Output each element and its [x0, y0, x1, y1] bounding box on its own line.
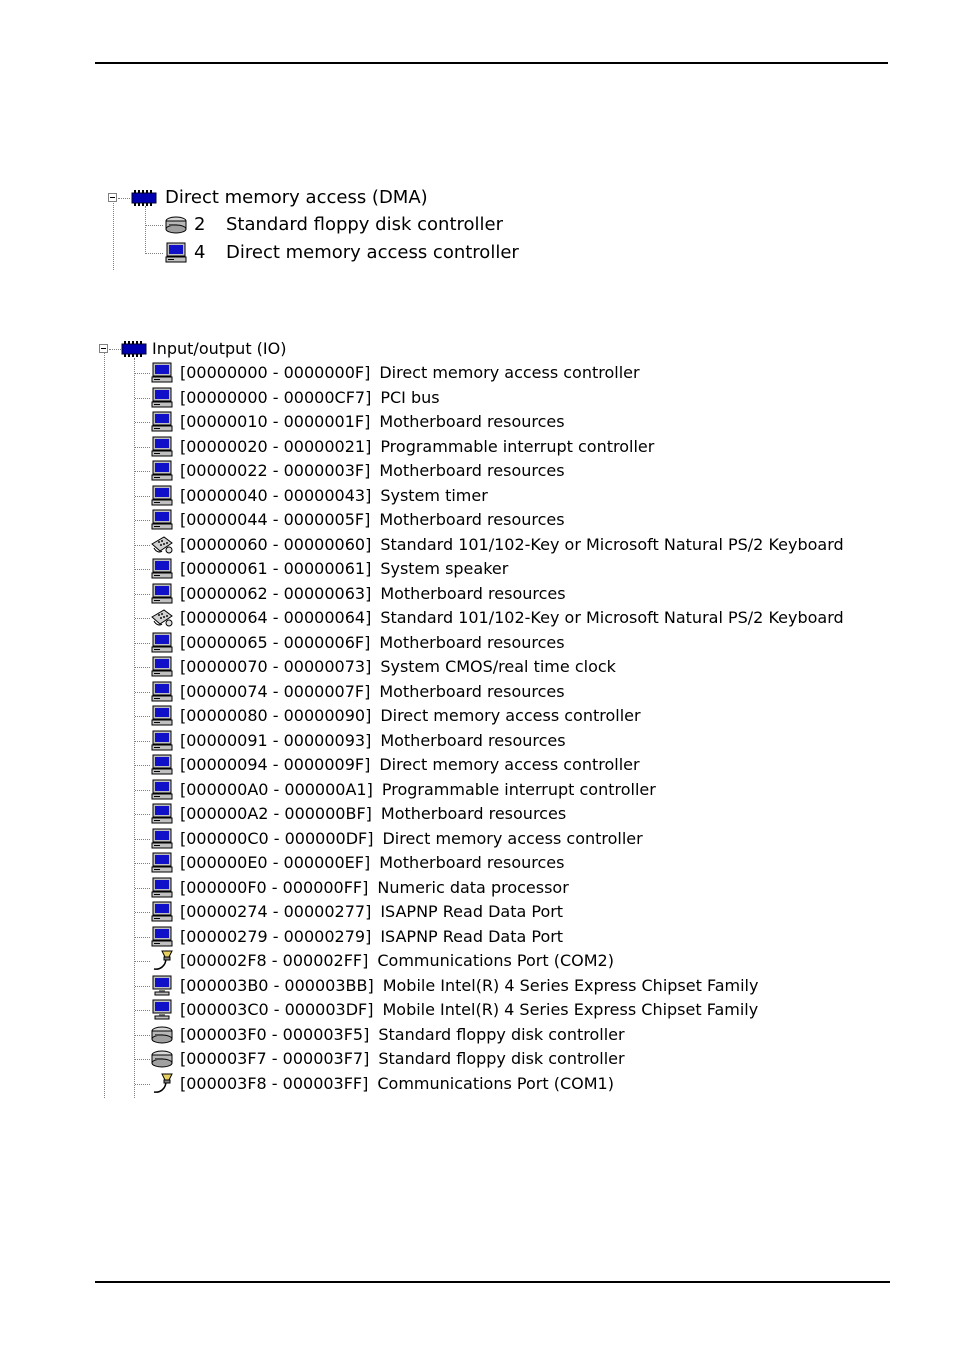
tree-branch-line: [135, 692, 150, 693]
computer-icon: [150, 852, 174, 874]
tree-branch-line: [135, 422, 150, 423]
computer-icon: [150, 705, 174, 727]
tree-item[interactable]: [150, 1072, 614, 1096]
device-name: ISAPNP Read Data Port: [380, 927, 564, 946]
device-name: Programmable interrupt controller: [381, 780, 656, 799]
io-range: [00000274 - 00000277]: [180, 902, 372, 921]
tree-item[interactable]: [150, 508, 565, 532]
tree-item[interactable]: [150, 557, 508, 581]
computer-icon: [150, 779, 174, 801]
device-name: Programmable interrupt controller: [380, 437, 655, 456]
io-range: [000000C0 - 000000DF]: [180, 829, 374, 848]
device-name: Standard 101/102-Key or Microsoft Natural PS/2 Keyboard: [380, 608, 844, 627]
device-name: Direct memory access controller: [226, 242, 519, 263]
computer-icon: [150, 803, 174, 825]
device-name: Motherboard resources: [379, 510, 565, 529]
tree-item[interactable]: [150, 925, 563, 949]
io-range: [000000A0 - 000000A1]: [180, 780, 373, 799]
io-range: [00000010 - 0000001F]: [180, 412, 371, 431]
computer-icon: [150, 901, 174, 923]
tree-item[interactable]: [150, 851, 564, 875]
device-name: Standard floppy disk controller: [226, 214, 504, 235]
io-range: [00000091 - 00000093]: [180, 731, 372, 750]
tree-item[interactable]: [150, 949, 614, 973]
computer-icon: [150, 754, 174, 776]
chip-icon: [121, 340, 147, 358]
tree-branch-line: [135, 839, 150, 840]
device-name: Direct memory access controller: [379, 755, 640, 774]
tree-branch-line: [135, 961, 150, 962]
tree-item[interactable]: [150, 704, 641, 728]
tree-branch-line: [135, 618, 150, 619]
monitor-icon: [150, 975, 174, 997]
device-name: Direct memory access controller: [380, 706, 641, 725]
io-range: [00000074 - 0000007F]: [180, 682, 371, 701]
device-name: Standard floppy disk controller: [378, 1049, 625, 1068]
tree-item[interactable]: [150, 827, 643, 851]
computer-icon: [150, 828, 174, 850]
io-range: [000003C0 - 000003DF]: [180, 1000, 374, 1019]
tree-item[interactable]: [150, 410, 565, 434]
tree-branch-line: [135, 863, 150, 864]
io-range: [00000060 - 00000060]: [180, 535, 372, 554]
device-name: Direct memory access controller: [382, 829, 643, 848]
computer-icon: [150, 411, 174, 433]
io-range: [00000022 - 0000003F]: [180, 461, 371, 480]
io-range: [00000080 - 00000090]: [180, 706, 372, 725]
tree-branch-line: [135, 716, 150, 717]
tree-branch-line: [135, 373, 150, 374]
tree-branch-line: [135, 545, 150, 546]
device-name: Standard 101/102-Key or Microsoft Natural PS/2 Keyboard: [380, 535, 844, 554]
device-name: Motherboard resources: [379, 682, 565, 701]
tree-branch-line: [135, 520, 150, 521]
computer-icon: [150, 926, 174, 948]
io-range: [000000F0 - 000000FF]: [180, 878, 369, 897]
device-name: Direct memory access controller: [379, 363, 640, 382]
device-name: PCI bus: [380, 388, 440, 407]
tree-branch-line: [135, 1084, 150, 1085]
computer-icon: [150, 681, 174, 703]
tree-branch-line: [135, 790, 150, 791]
tree-item[interactable]: [150, 361, 640, 385]
computer-icon: [150, 656, 174, 678]
device-name: Communications Port (COM2): [377, 951, 614, 970]
tree-branch-line: [109, 349, 121, 350]
device-name: Mobile Intel(R) 4 Series Express Chipset Family: [382, 976, 759, 995]
tree-guide-line: [104, 350, 105, 1098]
tree-branch-line: [135, 447, 150, 448]
tree-item[interactable]: [150, 876, 569, 900]
tree-node-label: Direct memory access (DMA): [165, 187, 428, 208]
computer-icon: [150, 485, 174, 507]
footer-rule: [95, 1281, 890, 1283]
tree-item[interactable]: [150, 582, 566, 606]
keyboard-icon: [150, 607, 174, 629]
io-range: [00000020 - 00000021]: [180, 437, 372, 456]
device-name: Communications Port (COM1): [377, 1074, 614, 1093]
tree-item[interactable]: [150, 778, 656, 802]
tree-item[interactable]: [150, 631, 565, 655]
device-name: ISAPNP Read Data Port: [380, 902, 564, 921]
device-name: System speaker: [380, 559, 509, 578]
computer-icon: [150, 877, 174, 899]
device-name: Motherboard resources: [380, 804, 567, 823]
io-range: [00000000 - 0000000F]: [180, 363, 371, 382]
tree-item[interactable]: [150, 606, 844, 630]
io-range: [000003B0 - 000003BB]: [180, 976, 374, 995]
tree-branch-line: [135, 1059, 150, 1060]
io-range: [00000044 - 0000005F]: [180, 510, 371, 529]
dma-channel: 2: [194, 214, 206, 235]
io-range: [000000A2 - 000000BF]: [180, 804, 372, 823]
tree-branch-line: [135, 398, 150, 399]
tree-branch-line: [135, 594, 150, 595]
device-name: Motherboard resources: [379, 412, 565, 431]
tree-branch-line: [135, 937, 150, 938]
tree-branch-line: [135, 912, 150, 913]
tree-item[interactable]: [150, 729, 566, 753]
device-name: Motherboard resources: [380, 731, 566, 750]
device-name: Mobile Intel(R) 4 Series Express Chipset Family: [382, 1000, 759, 1019]
io-range: [00000094 - 0000009F]: [180, 755, 371, 774]
tree-item[interactable]: [150, 753, 640, 777]
io-range: [00000000 - 00000CF7]: [180, 388, 372, 407]
computer-icon: [150, 558, 174, 580]
tree-item[interactable]: [150, 459, 565, 483]
tree-branch-line: [135, 1035, 150, 1036]
computer-icon: [150, 387, 174, 409]
tree-branch-line: [135, 471, 150, 472]
tree-branch-line: [135, 814, 150, 815]
tree-branch-line: [135, 888, 150, 889]
io-range: [000003F0 - 000003F5]: [180, 1025, 370, 1044]
tree-item[interactable]: [150, 900, 563, 924]
collapse-toggle-io[interactable]: [99, 344, 108, 353]
computer-icon: [150, 362, 174, 384]
tree-item[interactable]: [150, 655, 616, 679]
device-name: Numeric data processor: [377, 878, 569, 897]
io-range: [000003F8 - 000003FF]: [180, 1074, 369, 1093]
tree-item[interactable]: [150, 680, 565, 704]
device-name: Motherboard resources: [379, 461, 565, 480]
tree-node-label: Input/output (IO): [152, 339, 287, 358]
io-range: [00000070 - 00000073]: [180, 657, 372, 676]
computer-icon: [150, 583, 174, 605]
floppy-controller-icon: [150, 1024, 174, 1046]
tree-item[interactable]: [150, 435, 654, 459]
device-name: Motherboard resources: [380, 584, 566, 603]
computer-icon: [150, 436, 174, 458]
computer-icon: [150, 632, 174, 654]
monitor-icon: [150, 999, 174, 1021]
io-range: [00000279 - 00000279]: [180, 927, 372, 946]
tree-branch-line: [135, 496, 150, 497]
tree-branch-line: [135, 1010, 150, 1011]
tree-item[interactable]: [150, 1047, 625, 1071]
io-range: [000000E0 - 000000EF]: [180, 853, 371, 872]
io-range: [00000062 - 00000063]: [180, 584, 372, 603]
tree-branch-line: [135, 765, 150, 766]
tree-node-io[interactable]: [152, 337, 286, 361]
computer-icon: [150, 460, 174, 482]
device-name: Standard floppy disk controller: [378, 1025, 625, 1044]
device-name: Motherboard resources: [379, 853, 565, 872]
tree-item[interactable]: [150, 484, 488, 508]
device-name: Motherboard resources: [379, 633, 565, 652]
computer-icon: [150, 730, 174, 752]
tree-branch-line: [135, 986, 150, 987]
keyboard-icon: [150, 534, 174, 556]
tree-branch-line: [135, 569, 150, 570]
io-range: [00000040 - 00000043]: [180, 486, 372, 505]
io-range: [000002F8 - 000002FF]: [180, 951, 369, 970]
io-range: [00000065 - 0000006F]: [180, 633, 371, 652]
io-range: [000003F7 - 000003F7]: [180, 1049, 370, 1068]
tree-item[interactable]: [150, 386, 440, 410]
tree-item[interactable]: [150, 1023, 625, 1047]
dma-channel: 4: [194, 242, 206, 263]
tree-branch-line: [135, 667, 150, 668]
port-connector-icon: [150, 1073, 174, 1095]
tree-guide-line: [134, 358, 135, 1098]
io-range: [00000061 - 00000061]: [180, 559, 372, 578]
port-connector-icon: [150, 950, 174, 972]
computer-icon: [150, 509, 174, 531]
tree-item[interactable]: [150, 533, 844, 557]
io-range: [00000064 - 00000064]: [180, 608, 372, 627]
floppy-controller-icon: [150, 1048, 174, 1070]
device-name: System CMOS/real time clock: [380, 657, 616, 676]
tree-item[interactable]: [150, 998, 758, 1022]
tree-item[interactable]: [150, 802, 566, 826]
tree-branch-line: [135, 643, 150, 644]
device-name: System timer: [380, 486, 488, 505]
tree-branch-line: [135, 741, 150, 742]
tree-item[interactable]: [150, 974, 758, 998]
